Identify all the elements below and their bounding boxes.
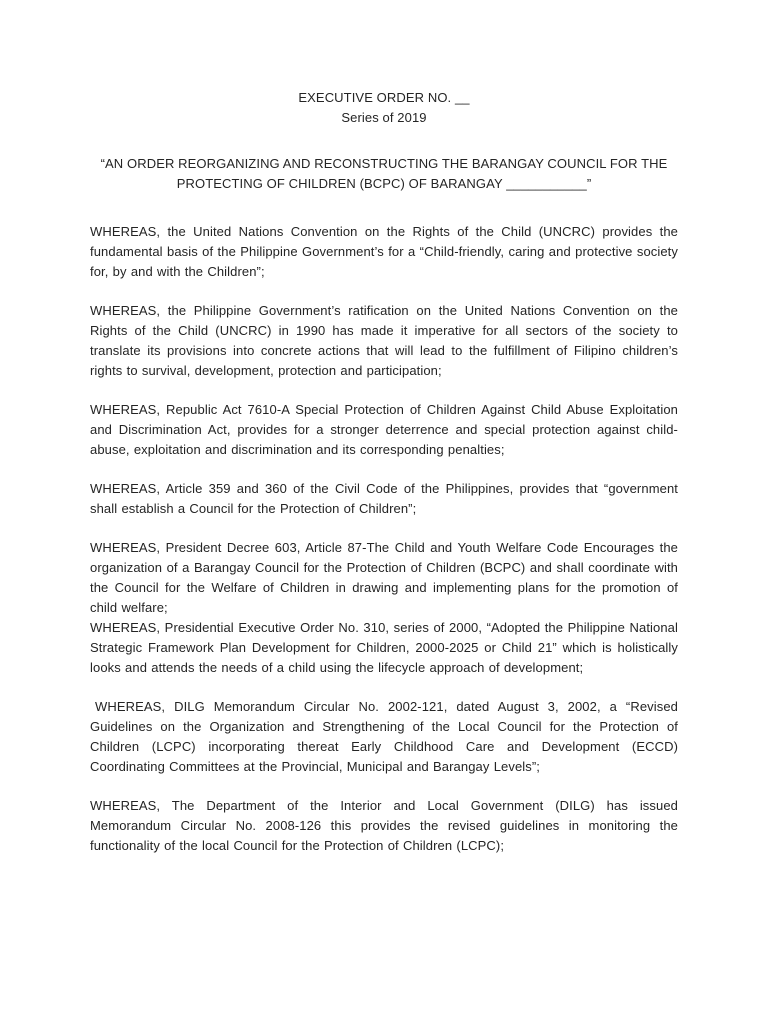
whereas-paragraph-ra7610: WHEREAS, Republic Act 7610-A Special Protection of Children Against Child Abuse Exploitation and Discrimination Act, provides for a stronger deterrence and special protection against child-abuse, exploitation and discrimination and its corresponding penalties; [90, 402, 678, 457]
whereas-paragraph-uncrc: WHEREAS, the United Nations Convention on the Rights of the Child (UNCRC) provides the fundamental basis of the Philippine Government’s for a “Child-friendly, caring and protective society for, by and with the Children”; [90, 224, 678, 279]
series-line: Series of 2019 [341, 110, 427, 125]
order-title: “AN ORDER REORGANIZING AND RECONSTRUCTING THE BARANGAY COUNCIL FOR THE PROTECTING OF CHILDREN (BCPC) OF BARANGAY ___________” [100, 156, 668, 191]
document-content [90, 0, 678, 875]
whereas-paragraph-ratification: WHEREAS, the Philippine Government’s ratification on the United Nations Convention on the Rights of the Child (UNCRC) in 1990 has made it imperative for all sectors of the society to translate its provisions into concrete actions that will lead to the fulfillment of Filipino children’s rights to survival, development, protection and participation; [90, 303, 678, 378]
whereas-paragraph-mc2002-121: WHEREAS, DILG Memorandum Circular No. 2002-121, dated August 3, 2002, a “Revised Guidelines on the Organization and Strengthening of the Local Council for the Protection of Children (LCPC) incorporating thereat Early Childhood Care and Development (ECCD) Coordinating Committees at the Provincial, Municipal and Barangay Levels”; [90, 699, 678, 774]
whereas-paragraph-pd603: WHEREAS, President Decree 603, Article 87-The Child and Youth Welfare Code Encourages the organization of a Barangay Council for the Protection of Children (BCPC) and shall coordinate with the Council for the Welfare of Children in drawing and implementing plans for the promotion of child welfare; [90, 540, 678, 615]
document-heading [90, 88, 678, 128]
whereas-paragraph-eo310: WHEREAS, Presidential Executive Order No. 310, series of 2000, “Adopted the Philippine National Strategic Framework Plan Development for Children, 2000-2025 or Child 21” which is holistically looks and attends the needs of a child using the lifecycle approach of development; [90, 620, 678, 675]
whereas-paragraph-mc2008-126: WHEREAS, The Department of the Interior and Local Government (DILG) has issued Memorandum Circular No. 2008-126 this provides the revised guidelines in monitoring the functionality of the local Council for the Protection of Children (LCPC); [90, 798, 678, 853]
whereas-paragraph-civil-code: WHEREAS, Article 359 and 360 of the Civil Code of the Philippines, provides that “government shall establish a Council for the Protection of Children”; [90, 481, 678, 516]
executive-order-number: EXECUTIVE ORDER NO. __ [298, 90, 470, 105]
